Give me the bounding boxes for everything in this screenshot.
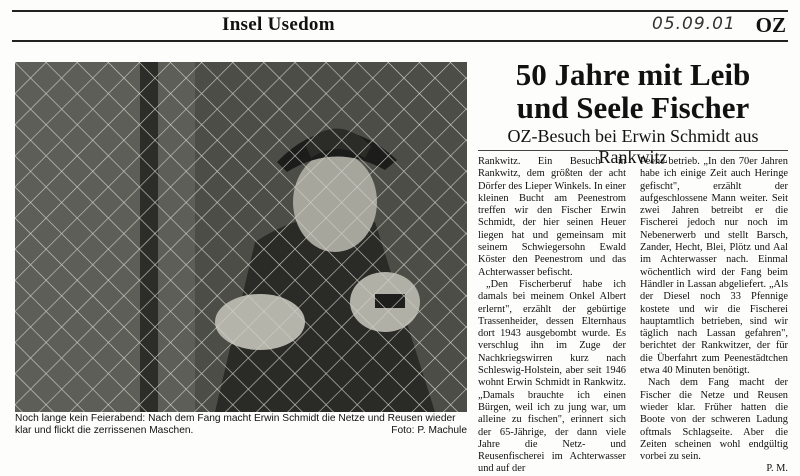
paragraph: Rankwitz. Ein Besuch in Rankwitz, dem größten der acht Dörfer des Lieper Winkels. In einer kleinen Bucht am Peenestrom treffen wir den Fischer Erwin Schmidt, der hier seinen Heuer liegen hat und gemeinsam mit seinem Schwiegersohn Ewald Köster den Peenestrom und das Achterwasser befischt.: [478, 156, 626, 278]
article-column-1: [478, 156, 626, 476]
photo-caption: [15, 413, 467, 437]
author-signature: P. M.: [766, 463, 788, 475]
paragraph: Peene betrieb. „In den 70er Jahren habe ich einige Zeit auch Heringe gefischt", erzählt der aufgeschlossene Mann weiter. Seit zwei Jahren betreibt er die Fischerei jedoch nur noch im Nebenerwerb und stellt Barsch, Zander, Hecht, Blei, Plötz und Aal im Achterwasser nach. Einmal wöchentlich wird der Fang beim Händler in Lassan abgeliefert. „Als der Diesel noch 33 Pfennige kostete und wir die Fischerei hauptamtlich betrieben, sind wir täglich nach Lassan gefahren", berichtet der Rankwitzer, der für die Überfahrt zum Peenestädtchen etwa 40 Minuten benötigt.: [640, 156, 788, 377]
paragraph: Nach dem Fang macht der Fischer die Netze und Reusen wieder klar. Früher hatten die Boote von der schweren Ladung oftmals Schlagseite. Aber die Zeiten scheinen wohl endgültig vorbei zu sein.: [640, 377, 788, 463]
article-column-2: [640, 156, 788, 476]
fisherman-net-illustration: [15, 62, 467, 412]
handwritten-date: 05.09.01: [652, 14, 736, 34]
caption-text: Noch lange kein Feierabend: Nach dem Fang macht Erwin Schmidt die Netze und Reusen wieder klar und flickt die zerrissenen Maschen.: [15, 413, 456, 436]
section-title: Insel Usedom: [222, 14, 335, 35]
article-headline: [478, 58, 788, 124]
divider: [478, 150, 788, 151]
newspaper-logo: OZ: [755, 13, 786, 37]
paragraph: „Den Fischerberuf habe ich damals bei meinem Onkel Albert erlernt", erzählt der gebürtige Trassenheider, dessen Elternhaus dort 1943 ausgebombt wurde. Es verschlug ihn im Zuge der Nachkriegswirren kurz nach Schleswig-Holstein, aber seit 1946 wohnt Erwin Schmidt in Rankwitz. „Damals brauchte ich einen Bürgen, weil ich zu jung war, um alleine zu fischen", erinnert sich der 65-Jährige, der dann viele Jahre die Netz- und Reusenfischerei im Achterwasser und auf der: [478, 278, 626, 475]
article-photo: [15, 62, 467, 412]
headline-line-1: 50 Jahre mit Leib: [515, 57, 751, 92]
page-header: [12, 10, 788, 42]
article-subheadline: OZ-Besuch bei Erwin Schmidt aus Rankwitz: [507, 126, 759, 167]
headline-line-2: und Seele Fischer: [516, 90, 750, 125]
photo-credit: Foto: P. Machule: [391, 425, 467, 436]
